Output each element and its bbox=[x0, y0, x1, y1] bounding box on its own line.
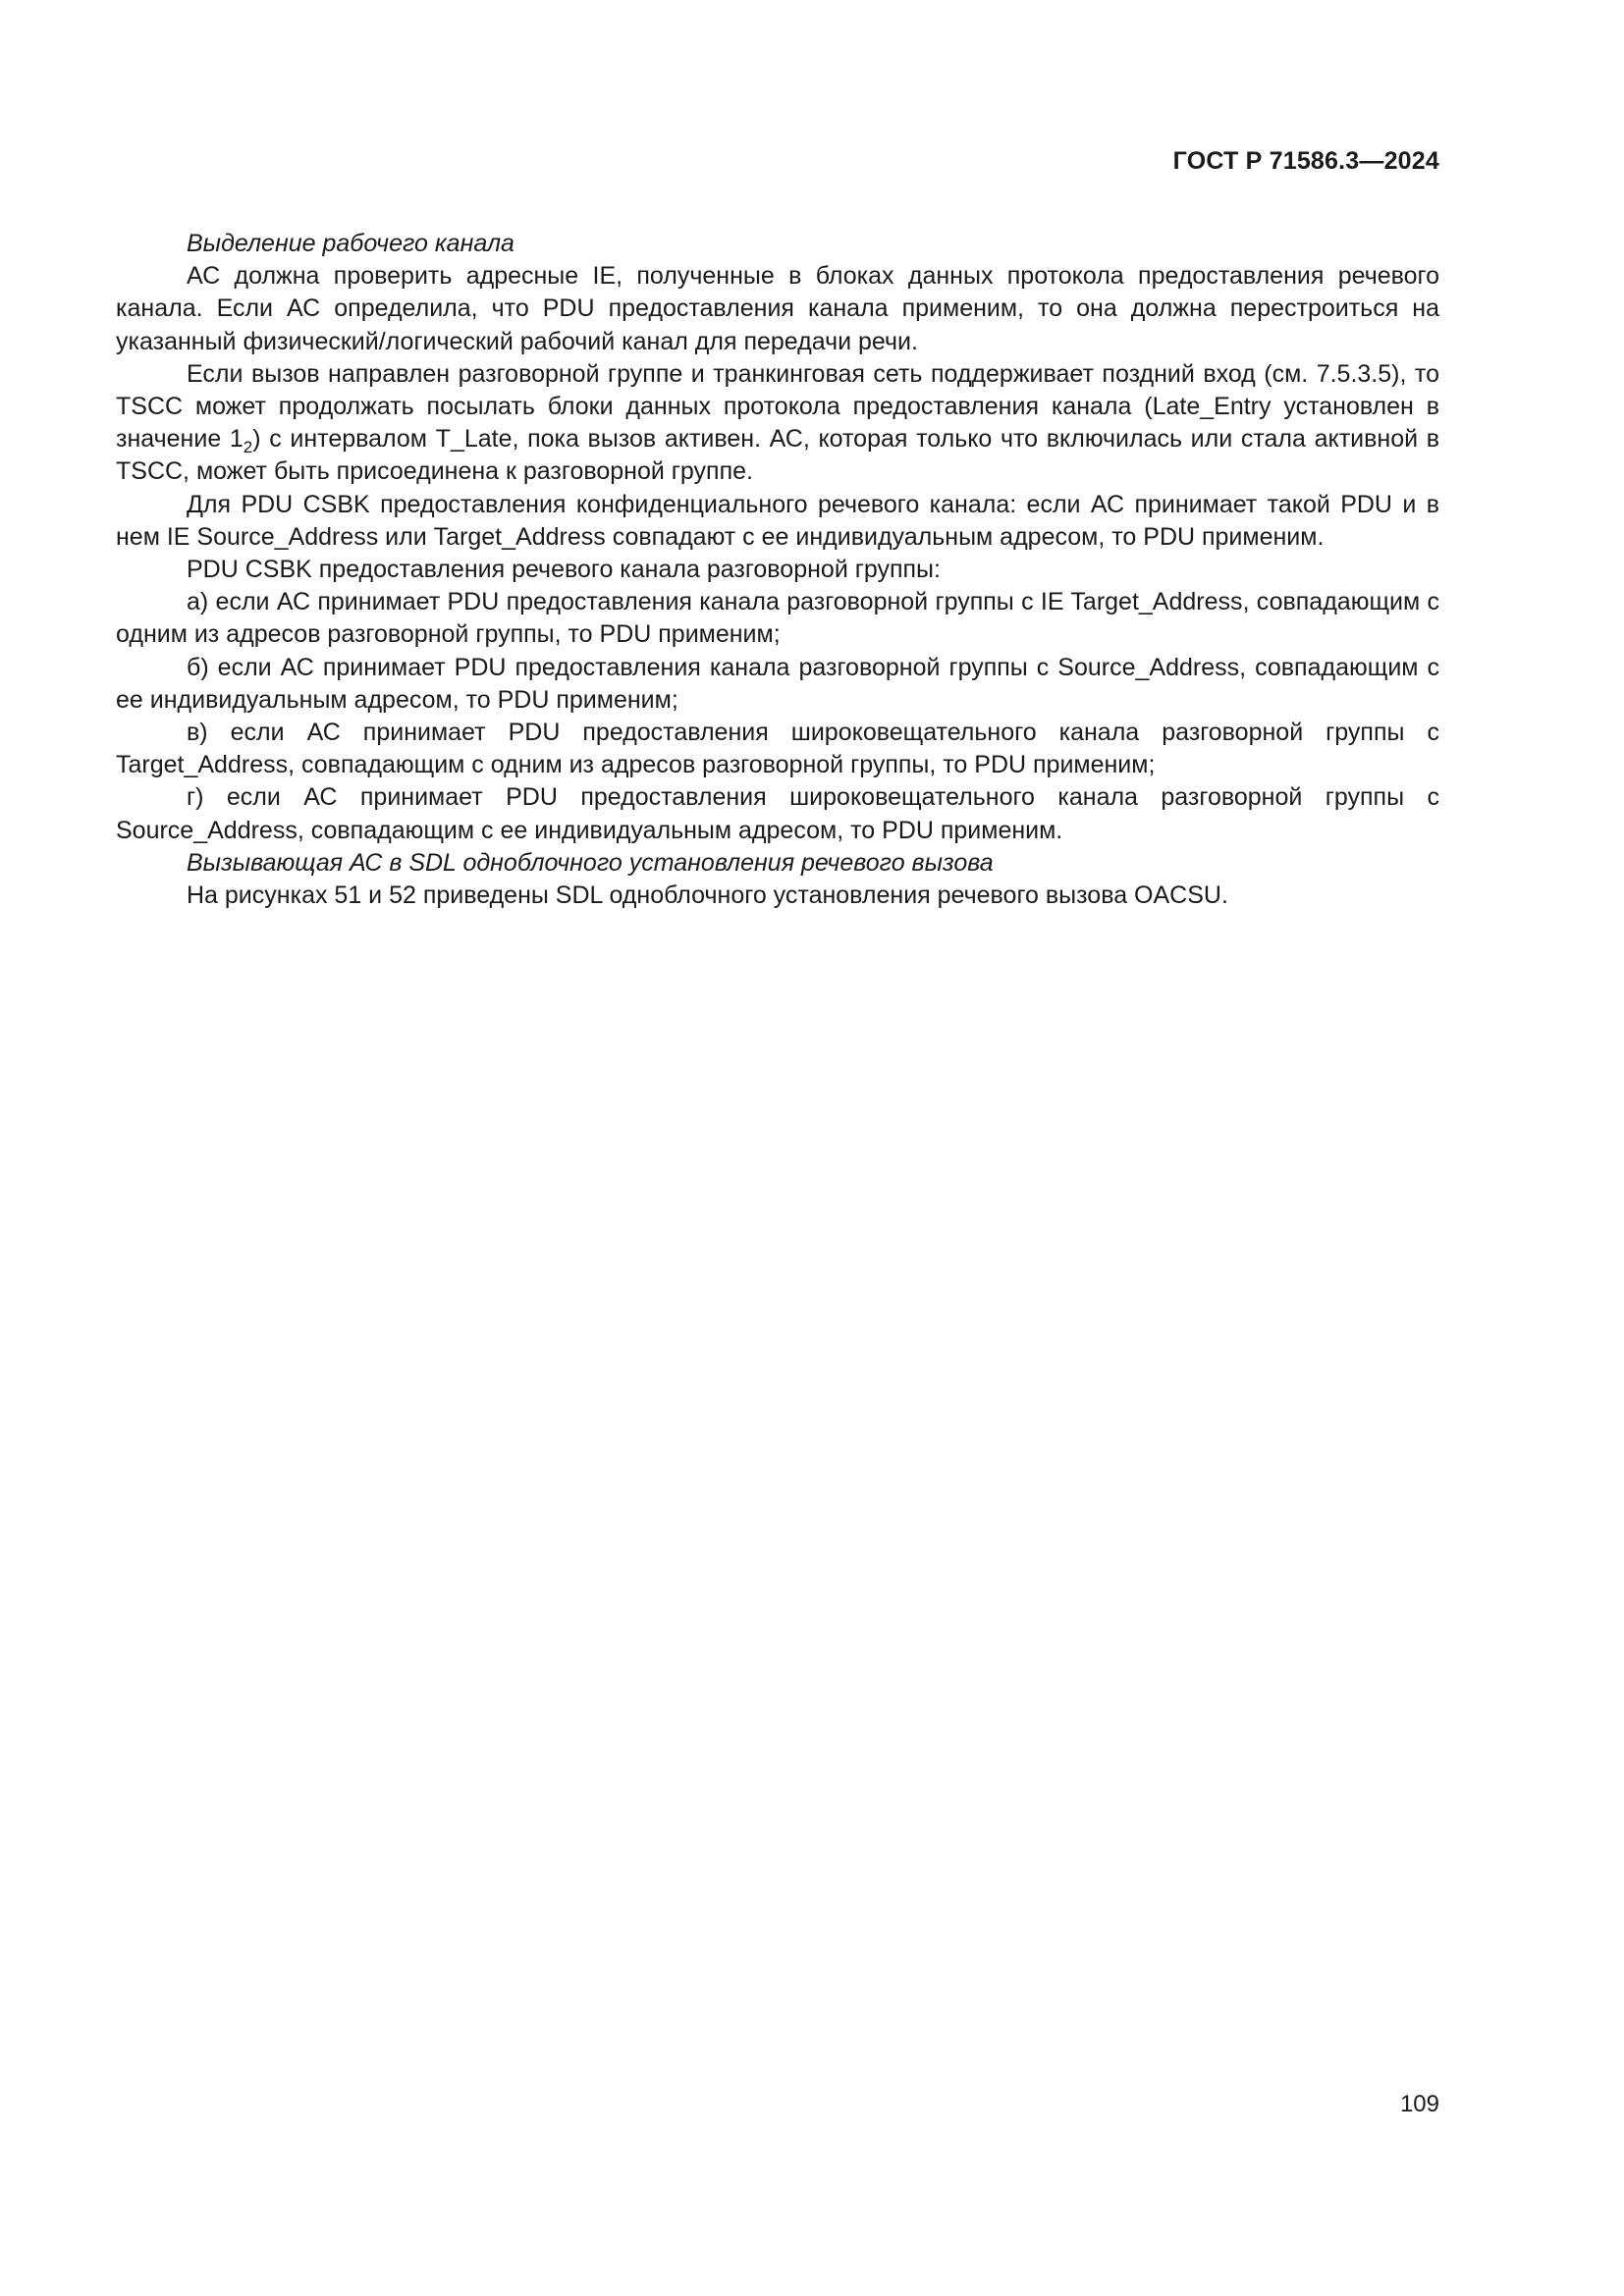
list-item-v: в) если АС принимает PDU предоставления широковещательного канала разговорной группы с Target_Address, совпадающим с одним из адресов разговорной группы, то PDU применим; bbox=[116, 719, 1439, 779]
list-item-a: а) если АС принимает PDU предоставления канала разговорной группы с IE Target_Address, совпадающим с одним из адресов разговорной группы, то PDU применим; bbox=[116, 588, 1439, 649]
page-number: 109 bbox=[1399, 2091, 1439, 2117]
document-id-header: ГОСТ Р 71586.3—2024 bbox=[1172, 147, 1439, 175]
section-heading-working-channel: Выделение рабочего канала bbox=[187, 230, 514, 257]
document-body bbox=[116, 228, 1439, 912]
paragraph-late-entry bbox=[116, 358, 1439, 489]
list-item-g: г) если АС принимает PDU предоставления широковещательного канала разговорной группы с Source_Address, совпадающим с ее индивидуальным адресом, то PDU применим. bbox=[116, 783, 1439, 844]
paragraph-group-channel-intro: PDU CSBK предоставления речевого канала разговорной группы: bbox=[187, 556, 941, 584]
list-item-b: б) если АС принимает PDU предоставления канала разговорной группы с Source_Address, совпадающим с ее индивидуальным адресом, то PDU применим; bbox=[116, 653, 1439, 714]
late-entry-text-end: ) с интервалом T_Late, пока вызов активен. АС, которая только что включилась или стала активной в TSCC, может быть присоединена к разговорной группе. bbox=[116, 425, 1439, 486]
late-entry-text-start: Если вызов направлен разговорной группе и транкинговая сеть поддерживает поздний вход (см. 7.5.3.5), то TSCC может продолжать посылать блоки данных протокола предоставления канала (Late_Entry установлен в значение 1 bbox=[116, 359, 1439, 454]
section-heading-calling-station: Вызывающая АС в SDL одноблочного установления речевого вызова bbox=[187, 848, 994, 877]
paragraph-figures-reference: На рисунках 51 и 52 приведены SDL одноблочного установления речевого вызова OACSU. bbox=[187, 881, 1228, 910]
paragraph-confidential-channel: Для PDU CSBK предоставления конфиденциального речевого канала: если АС принимает такой PDU и в нем IE Source_Address или Target_Address совпадают с ее индивидуальным адресом, то PDU применим. bbox=[116, 490, 1439, 551]
paragraph-address-check: АС должна проверить адресные IE, полученные в блоках данных протокола предоставления речевого канала. Если АС определила, что PDU предоставления канала применим, то она должна перестроиться на указанный физический/логический рабочий канал для передачи речи. bbox=[116, 262, 1439, 355]
late-entry-subscript: 2 bbox=[243, 438, 253, 457]
